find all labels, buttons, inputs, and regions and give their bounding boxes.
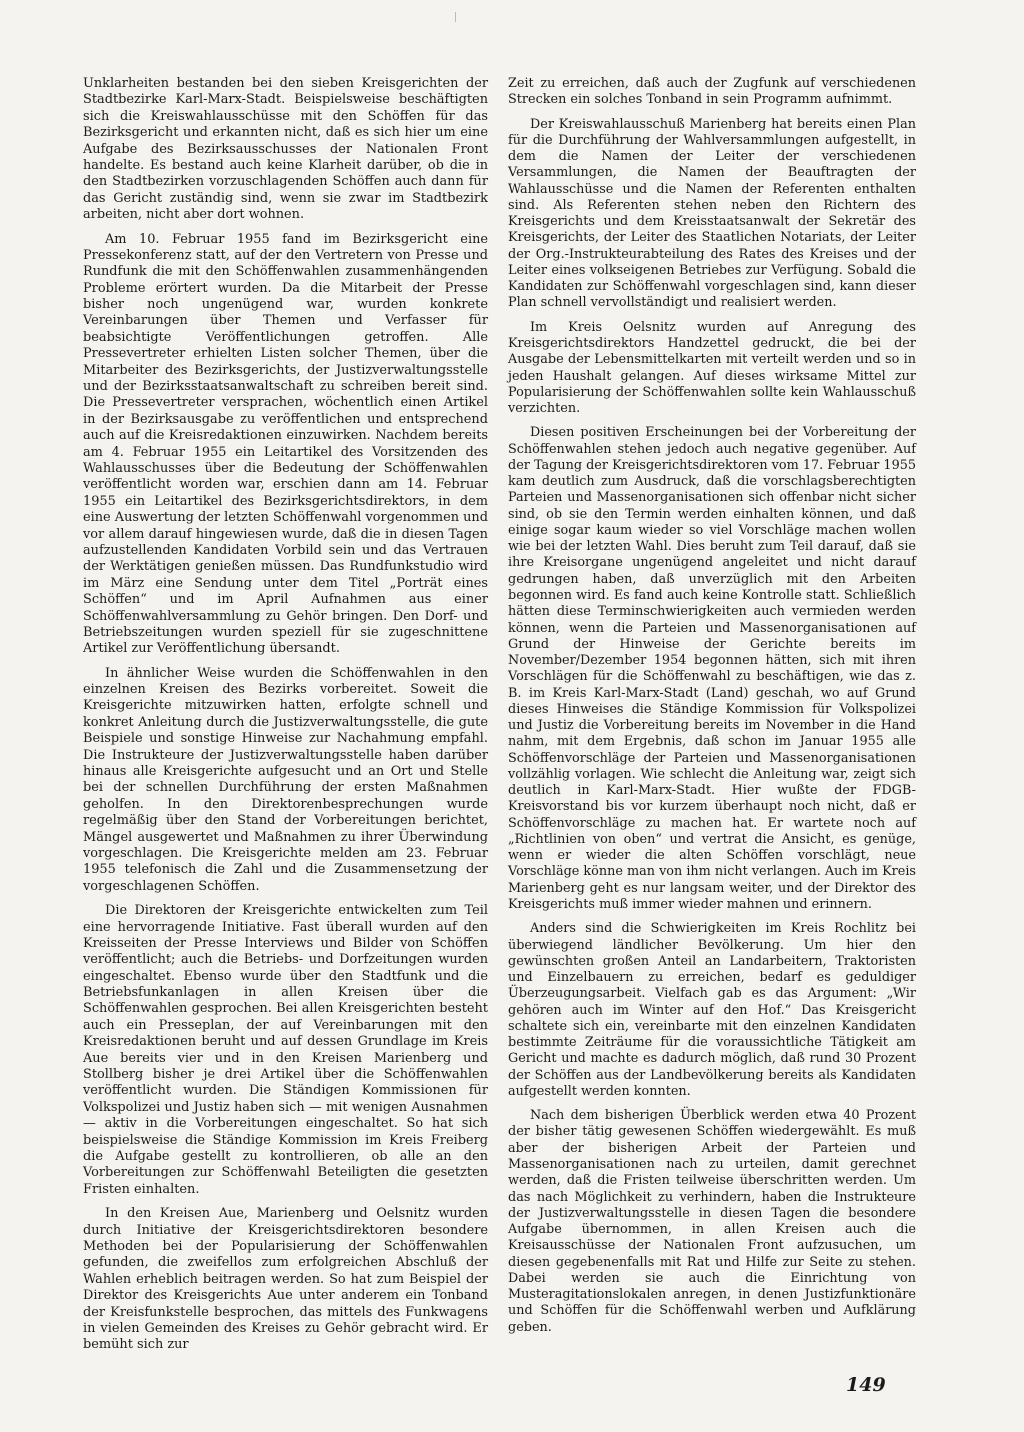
- paragraph: Zeit zu erreichen, daß auch der Zugfunk auf verschiedenen Strecken ein solches Tonband in sein Programm aufnimmt.: [508, 76, 916, 108]
- paragraph: Im Kreis Oelsnitz wurden auf Anregung des Kreisgerichtsdirektors Handzettel gedruckt, die bei der Ausgabe der Lebensmittelkarten mit verteilt werden und so in jeden Haushalt gelangen. Auf dieses wirksame Mittel zur Popularisierung der Schöffenwahlen sollte kein Wahlausschuß verzichten.: [508, 319, 916, 417]
- paragraph: Der Kreiswahlausschuß Marienberg hat bereits einen Plan für die Durchführung der Wahlversammlungen aufgestellt, in dem die Namen der Leiter der verschiedenen Versammlungen, die Namen der Beauftragten der Wahlausschüsse und die Namen der Referenten enthalten sind. Als Referenten stehen neben den Richtern des Kreisgerichts und dem Kreisstaatsanwalt der Sekretär des Kreisgerichts, der Leiter des Staatlichen Notariats, der Leiter der Org.-Instrukteurabteilung des Rates des Kreises und der Leiter eines volkseigenen Betriebes zur Verfügung. Sobald die Kandidaten zur Schöffenwahl vorgeschlagen sind, kann dieser Plan schnell vervollständigt und realisiert werden.: [508, 116, 916, 311]
- paragraph: Die Direktoren der Kreisgerichte entwickelten zum Teil eine hervorragende Initiative. Fast überall wurden auf den Kreisseiten der Presse Interviews und Bilder von Schöffen veröffentlicht; auch die Betriebs- und Dorfzeitungen wurden eingeschaltet. Ebenso wurde über den Stadtfunk und die Betriebsfunkanlagen in allen Kreisen über die Schöffenwahlen gesprochen. Bei allen Kreisgerichten besteht auch ein Presseplan, der auf Vereinbarungen mit den Kreisredaktionen beruht und auf dessen Grundlage im Kreis Aue bereits vier und in den Kreisen Marienberg und Stollberg bisher je drei Artikel über die Schöffenwahlen veröffentlicht wurden. Die Ständigen Kommissionen für Volkspolizei und Justiz haben sich — mit wenigen Ausnahmen — aktiv in die Vorbereitungen eingeschaltet. So hat sich beispielsweise die Ständige Kommission im Kreis Freiberg die Aufgabe gestellt zu kontrollieren, ob alle an den Vorbereitungen zur Schöffenwahl Beteiligten die gesetzten Fristen einhalten.: [83, 903, 488, 1197]
- text-column-right: [508, 76, 916, 1344]
- paragraph: In ähnlicher Weise wurden die Schöffenwahlen in den einzelnen Kreisen des Bezirks vorbereitet. Soweit die Kreisgerichte mitzuwirken hatten, erfolgte schnell und konkret Anleitung durch die Justizverwaltungsstelle, die gute Beispiele und sonstige Hinweise zur Nachahmung empfahl. Die Instrukteure der Justizverwaltungsstelle haben darüber hinaus alle Kreisgerichte aufgesucht und an Ort und Stelle bei der schnellen Durchführung der ersten Maßnahmen geholfen. In den Direktorenbesprechungen wurde regelmäßig über den Stand der Vorbereitungen berichtet, Mängel ausgewertet und Maßnahmen zu ihrer Überwindung vorgeschlagen. Die Kreisgerichte melden am 23. Februar 1955 telefonisch die Zahl und die Zusammensetzung der vorgeschlagenen Schöffen.: [83, 665, 488, 894]
- paragraph: Am 10. Februar 1955 fand im Bezirksgericht eine Pressekonferenz statt, auf der den Vertretern von Presse und Rundfunk die mit den Schöffenwahlen zusammenhängenden Probleme erörtert wurden. Da die Mitarbeit der Presse bisher noch ungenügend war, wurden konkrete Vereinbarungen über Themen und Verfasser für beabsichtigte Veröffentlichungen getroffen. Alle Pressevertreter erhielten Listen solcher Themen, über die Mitarbeiter des Bezirksgerichts, der Justizverwaltungsstelle und der Bezirksstaatsanwaltschaft zu schreiben bereit sind. Die Pressevertreter versprachen, wöchentlich einen Artikel in der Bezirksausgabe zu veröffentlichen und entsprechend auch auf die Kreisredaktionen einzuwirken. Nachdem bereits am 4. Februar 1955 ein Leitartikel des Vorsitzenden des Wahlausschusses über die Bedeutung der Schöffenwahlen veröffentlicht worden war, erschien dann am 14. Februar 1955 ein Leitartikel des Bezirksgerichtsdirektors, in dem eine Auswertung der letzten Schöffenwahl vorgenommen und vor allem darauf hingewiesen wurde, daß die in diesen Tagen aufzustellenden Kandidaten Vorbild sein und das Vertrauen der Werktätigen genießen müssen. Das Rundfunkstudio wird im März eine Sendung unter dem Titel „Porträt eines Schöffen“ und im April Aufnahmen aus einer Schöffenwahlversammlung zu Gehör bringen. Den Dorf- und Betriebszeitungen wurden speziell für sie zugeschnittene Artikel zur Veröffentlichung übersandt.: [83, 231, 488, 657]
- paragraph: Anders sind die Schwierigkeiten im Kreis Rochlitz bei überwiegend ländlicher Bevölkerung. Um hier den gewünschten großen Anteil an Landarbeitern, Traktoristen und Einzelbauern zu erreichen, bedarf es geduldiger Überzeugungsarbeit. Vielfach gab es das Argument: „Wir gehören auch im Winter auf den Hof.“ Das Kreisgericht schaltete sich ein, vereinbarte mit den einzelnen Kandidaten bestimmte Zeiträume für die voraussichtliche Tätigkeit am Gericht und machte es dadurch möglich, daß rund 30 Prozent der Schöffen aus der Landbevölkerung bereits als Kandidaten aufgestellt werden konnten.: [508, 921, 916, 1099]
- paragraph: Unklarheiten bestanden bei den sieben Kreisgerichten der Stadtbezirke Karl-Marx-Stadt. Beispielsweise beschäftigten sich die Kreiswahlausschüsse mit den Schöffen für das Bezirksgericht und erkannten nicht, daß es sich hier um eine Aufgabe des Bezirksausschusses der Nationalen Front handelte. Es bestand auch keine Klarheit darüber, ob die in den Stadtbezirken vorzuschlagenden Schöffen auch dann für das Gericht zuständig sind, wenn sie zwar im Stadtbezirk arbeiten, nicht aber dort wohnen.: [83, 76, 488, 223]
- text-column-left: [83, 76, 488, 1362]
- paragraph: In den Kreisen Aue, Marienberg und Oelsnitz wurden durch Initiative der Kreisgerichtsdirektoren besondere Methoden bei der Popularisierung der Schöffenwahlen gefunden, die zweifellos zum erfolgreichen Abschluß der Wahlen erheblich beitragen werden. So hat zum Beispiel der Direktor des Kreisgerichts Aue unter anderem ein Tonband der Kreisfunkstelle besprochen, das mittels des Funkwagens in vielen Gemeinden des Kreises zu Gehör gebracht wird. Er bemüht sich zur: [83, 1206, 488, 1353]
- page-number: 149: [846, 1374, 886, 1396]
- scan-mark: [455, 12, 456, 22]
- paragraph: Diesen positiven Erscheinungen bei der Vorbereitung der Schöffenwahlen stehen jedoch auch negative gegenüber. Auf der Tagung der Kreisgerichtsdirektoren vom 17. Februar 1955 kam deutlich zum Ausdruck, daß die vorschlagsberechtigten Parteien und Massenorganisationen sich offenbar nicht sicher sind, ob sie den Termin werden einhalten können, und daß einige sogar kaum wieder so viel Vorschläge machen wollen wie bei der letzten Wahl. Dies beruht zum Teil darauf, daß sie ihre Kreisorgane ungenügend angeleitet und nicht darauf gedrungen haben, daß unverzüglich mit den Arbeiten begonnen wird. Es fand auch keine Kontrolle statt. Schließlich hätten diese Terminschwierigkeiten auch vermieden werden können, wenn die Parteien und Massenorganisationen auf Grund der Hinweise der Gerichte bereits im November/Dezember 1954 begonnen hätten, sich mit ihren Vorschlägen für die Schöffenwahl zu beschäftigen, wie das z. B. im Kreis Karl-Marx-Stadt (Land) geschah, wo auf Grund dieses Hinweises die Ständige Kommission für Volkspolizei und Justiz die Vorbereitung bereits im November in die Hand nahm, mit dem Ergebnis, daß schon im Januar 1955 alle Schöffenvorschläge der Parteien und Massenorganisationen vollzählig vorlagen. Wie schlecht die Anleitung war, zeigt sich deutlich in Karl-Marx-Stadt. Hier wußte der FDGB-Kreisvorstand bis vor kurzem überhaupt noch nicht, daß er Schöffenvorschläge zu machen hat. Er wartete noch auf „Richtlinien von oben“ und vertrat die Ansicht, es genüge, wenn er wieder die alten Schöffen vorschlägt, neue Vorschläge könne man von ihm nicht verlangen. Auch im Kreis Marienberg geht es nur langsam weiter, und der Direktor des Kreisgerichts muß immer wieder mahnen und erinnern.: [508, 425, 917, 913]
- paragraph: Nach dem bisherigen Überblick werden etwa 40 Prozent der bisher tätig gewesenen Schöffen wiedergewählt. Es muß aber der bisherigen Arbeit der Parteien und Massenorganisationen nach zu urteilen, damit gerechnet werden, daß die Fristen teilweise überschritten werden. Um das nach Möglichkeit zu verhindern, haben die Instrukteure der Justizverwaltungsstelle in diesen Tagen die besondere Aufgabe übernommen, in allen Kreisen auch die Kreisausschüsse der Nationalen Front aufzusuchen, um diesen gegebenenfalls mit Rat und Hilfe zur Seite zu stehen. Dabei werden sie auch die Einrichtung von Musteragitationslokalen anregen, in denen Justizfunktionäre und Schöffen für die Schöffenwahl werben und Aufklärung geben.: [508, 1108, 916, 1335]
